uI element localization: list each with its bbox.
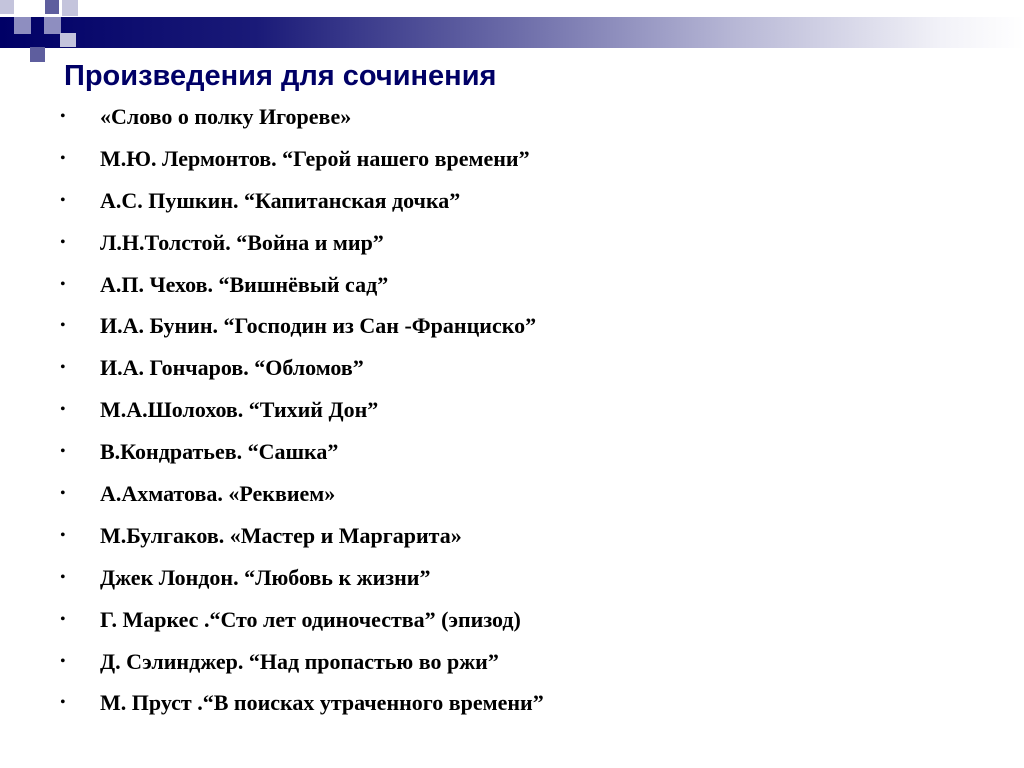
list-item: [60, 224, 1000, 266]
decorative-square: [0, 0, 14, 14]
list-item-text: В.Кондратьев. “Сашка”: [100, 439, 339, 465]
decorative-square: [30, 47, 45, 62]
list-item-text: Джек Лондон. “Любовь к жизни”: [100, 564, 431, 590]
bullet-icon: •: [60, 526, 66, 544]
decorative-square: [62, 0, 78, 16]
list-item: [60, 349, 1000, 391]
list-item: [60, 559, 1000, 601]
list-item-text: И.А. Гончаров. “Обломов”: [100, 355, 364, 381]
list-item: [60, 684, 1000, 726]
list-item: [60, 307, 1000, 349]
list-item: [60, 98, 1000, 140]
header-band: [0, 17, 1024, 48]
bullet-icon: •: [60, 485, 66, 503]
list-item: [60, 643, 1000, 685]
bullet-icon: •: [60, 359, 66, 377]
decorative-square: [14, 17, 31, 34]
slide-title: Произведения для сочинения: [64, 60, 497, 92]
list-item: [60, 140, 1000, 182]
works-list: [60, 98, 1000, 726]
bullet-icon: •: [60, 108, 66, 125]
list-item-text: А.С. Пушкин. “Капитанская дочка”: [100, 187, 461, 213]
list-item: [60, 517, 1000, 559]
decorative-square: [45, 0, 59, 14]
list-item: [60, 391, 1000, 433]
bullet-icon: •: [60, 443, 66, 461]
bullet-icon: •: [60, 191, 66, 209]
bullet-icon: •: [60, 275, 66, 293]
list-item: [60, 475, 1000, 517]
bullet-icon: •: [60, 149, 66, 167]
list-item-text: И.А. Бунин. “Господин из Сан -Франциско”: [100, 313, 537, 339]
list-item: [60, 433, 1000, 475]
bullet-icon: •: [60, 610, 66, 628]
bullet-icon: •: [60, 233, 66, 251]
bullet-icon: •: [60, 401, 66, 419]
decorative-square: [44, 17, 61, 34]
list-item-text: М.Ю. Лермонтов. “Герой нашего времени”: [100, 145, 530, 171]
decorative-square: [60, 33, 76, 47]
list-item: [60, 601, 1000, 643]
list-item-text: А.Ахматова. «Реквием»: [100, 481, 336, 507]
list-item: [60, 182, 1000, 224]
bullet-icon: •: [60, 694, 66, 712]
list-item-text: М. Пруст .“В поисках утраченного времени”: [100, 690, 544, 716]
list-item-text: Г. Маркес .“Сто лет одиночества” (эпизод): [100, 606, 521, 632]
list-item-text: «Слово о полку Игореве»: [100, 104, 352, 129]
bullet-icon: •: [60, 652, 66, 670]
list-item: [60, 266, 1000, 308]
list-item-text: А.П. Чехов. “Вишнёвый сад”: [100, 271, 389, 297]
list-item-text: М.Булгаков. «Мастер и Маргарита»: [100, 522, 462, 548]
list-item-text: Д. Сэлинджер. “Над пропастью во ржи”: [100, 648, 499, 674]
list-item-text: М.А.Шолохов. “Тихий Дон”: [100, 397, 379, 423]
bullet-icon: •: [60, 568, 66, 586]
bullet-icon: •: [60, 317, 66, 335]
list-item-text: Л.Н.Толстой. “Война и мир”: [100, 229, 384, 255]
